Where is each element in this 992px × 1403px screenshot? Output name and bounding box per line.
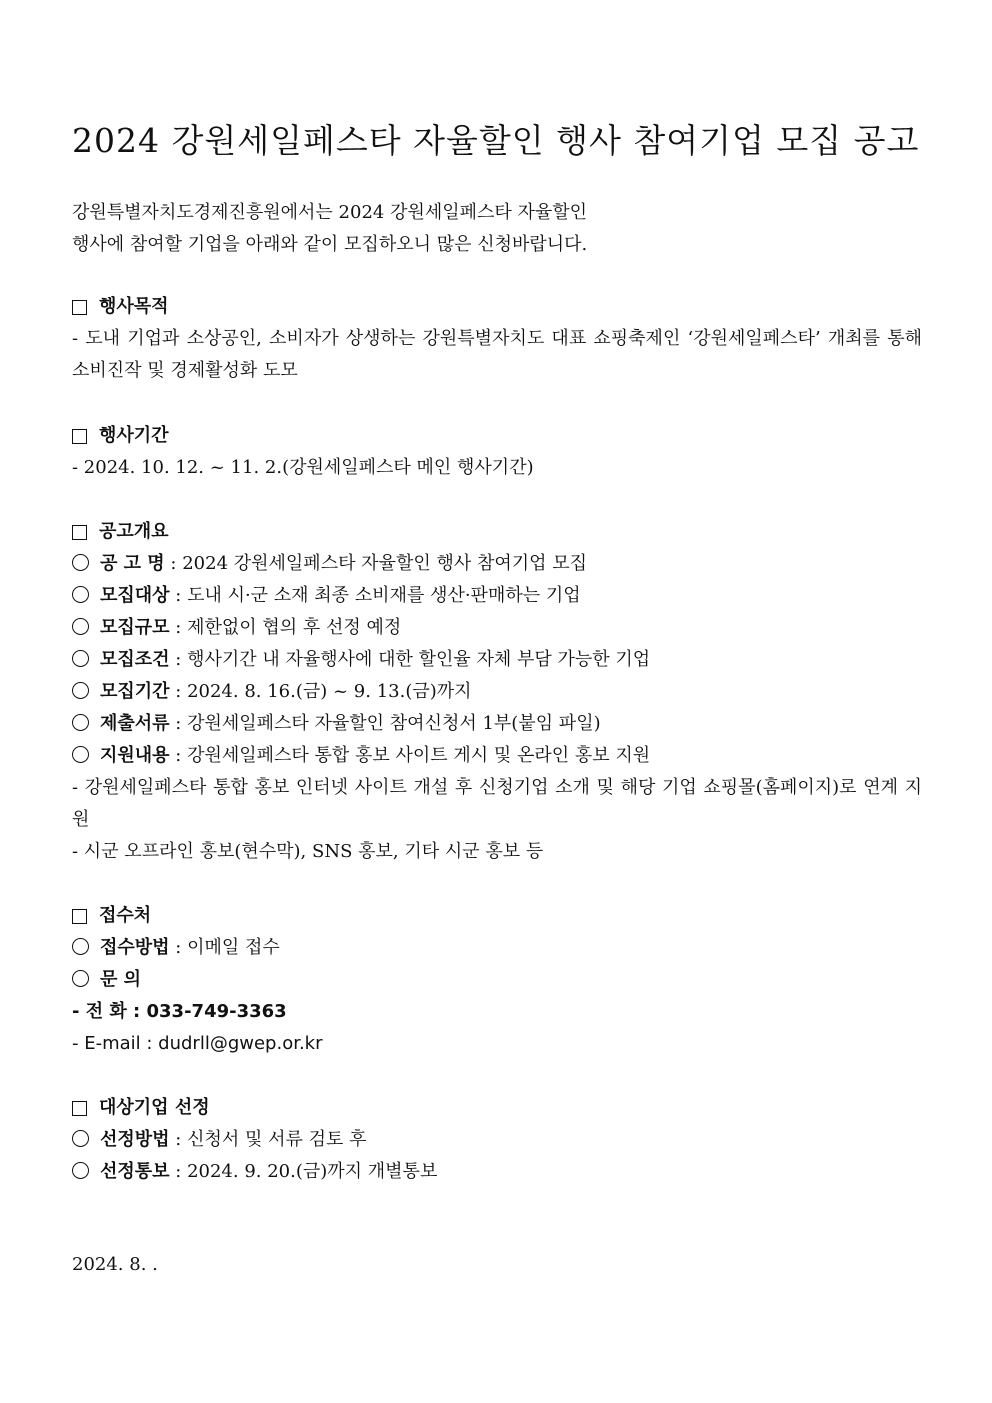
item-value: 강원세일페스타 통합 홍보 사이트 게시 및 온라인 홍보 지원 (187, 745, 651, 766)
overview-item: 지원내용 : 강원세일페스타 통합 홍보 사이트 게시 및 온라인 홍보 지원 (72, 740, 922, 772)
overview-item: 모집기간 : 2024. 8. 16.(금) ~ 9. 13.(금)까지 (72, 676, 922, 708)
section-heading (72, 900, 922, 932)
intro-line-2: 행사에 참여할 기업을 아래와 같이 모집하오니 많은 신청바랍니다. (72, 234, 588, 255)
overview-item: 모집조건 : 행사기간 내 자율행사에 대한 할인율 자체 부담 가능한 기업 (72, 644, 922, 676)
circle-bullet-icon (72, 938, 89, 955)
circle-bullet-icon (72, 746, 89, 763)
item-key: 모집대상 (100, 585, 170, 606)
intro-paragraph (72, 197, 587, 261)
item-value: 2024. 8. 16.(금) ~ 9. 13.(금)까지 (187, 681, 472, 702)
item-key: 모집기간 (100, 681, 170, 702)
section-period (72, 420, 922, 484)
circle-bullet-icon (72, 618, 89, 635)
section-heading-label: 접수처 (99, 905, 152, 926)
checkbox-square-icon (72, 300, 87, 315)
circle-bullet-icon (72, 970, 89, 987)
section-overview (72, 516, 922, 868)
circle-bullet-icon (72, 586, 89, 603)
circle-bullet-icon (72, 714, 89, 731)
item-value: 도내 시·군 소재 최종 소비재를 생산·판매하는 기업 (187, 585, 581, 606)
item-key: 모집규모 (100, 617, 170, 638)
reception-method: 접수방법 : 이메일 접수 (72, 932, 922, 964)
item-value: 행사기간 내 자율행사에 대한 할인율 자체 부담 가능한 기업 (187, 649, 651, 670)
item-key: 문 의 (100, 969, 142, 990)
item-value: 2024. 9. 20.(금)까지 개별통보 (187, 1161, 438, 1182)
circle-bullet-icon (72, 554, 89, 571)
section-selection (72, 1092, 922, 1188)
item-value: 이메일 접수 (187, 937, 280, 958)
item-key: 제출서류 (100, 713, 170, 734)
section-heading (72, 516, 922, 548)
circle-bullet-icon (72, 1162, 89, 1179)
section-heading (72, 420, 922, 452)
item-value: 신청서 및 서류 검토 후 (187, 1129, 367, 1150)
period-text: - 2024. 10. 12. ~ 11. 2.(강원세일페스타 메인 행사기간) (72, 457, 534, 478)
page-title: 2024 강원세일페스타 자율할인 행사 참여기업 모집 공고 (72, 121, 920, 160)
support-detail-2: - 시군 오프라인 홍보(현수막), SNS 홍보, 기타 시군 홍보 등 (72, 841, 544, 862)
item-key: 공 고 명 (100, 553, 165, 574)
item-key: 선정통보 (100, 1161, 170, 1182)
section-heading-label: 공고개요 (99, 521, 169, 542)
checkbox-square-icon (72, 429, 87, 444)
section-heading (72, 291, 922, 323)
overview-item: 모집규모 : 제한없이 협의 후 선정 예정 (72, 612, 922, 644)
checkbox-square-icon (72, 909, 87, 924)
checkbox-square-icon (72, 525, 87, 540)
item-key: 접수방법 (100, 937, 170, 958)
circle-bullet-icon (72, 682, 89, 699)
section-heading-label: 행사목적 (99, 296, 169, 317)
section-purpose (72, 291, 922, 387)
section-heading-label: 행사기간 (99, 425, 169, 446)
reception-inquiry (72, 964, 922, 996)
document-date: 2024. 8. . (72, 1254, 158, 1275)
item-value: 제한없이 협의 후 선정 예정 (187, 617, 402, 638)
item-key: 선정방법 (100, 1129, 170, 1150)
section-heading-label: 대상기업 선정 (99, 1097, 210, 1118)
item-value: 강원세일페스타 자율할인 참여신청서 1부(붙임 파일) (187, 713, 601, 734)
selection-item: 선정방법 : 신청서 및 서류 검토 후 (72, 1124, 922, 1156)
circle-bullet-icon (72, 650, 89, 667)
support-detail-1: - 강원세일페스타 통합 홍보 인터넷 사이트 개설 후 신청기업 소개 및 해당 기업 쇼핑몰(홈페이지)로 연계 지원 (72, 777, 922, 830)
checkbox-square-icon (72, 1101, 87, 1116)
contact-phone: - 전 화 : 033-749-3363 (72, 1001, 287, 1022)
section-heading (72, 1092, 922, 1124)
overview-item: 모집대상 : 도내 시·군 소재 최종 소비재를 생산·판매하는 기업 (72, 580, 922, 612)
section-reception (72, 900, 922, 1060)
intro-line-1: 강원특별자치도경제진흥원에서는 2024 강원세일페스타 자율할인 (72, 202, 588, 223)
item-key: 지원내용 (100, 745, 170, 766)
item-key: 모집조건 (100, 649, 170, 670)
purpose-text: - 도내 기업과 소상공인, 소비자가 상생하는 강원특별자치도 대표 쇼핑축제인 ‘강원세일페스타’ 개최를 통해 소비진작 및 경제활성화 도모 (72, 328, 922, 381)
contact-email[interactable]: - E-mail : dudrll@gwep.or.kr (72, 1033, 323, 1054)
item-value: 2024 강원세일페스타 자율할인 행사 참여기업 모집 (182, 553, 588, 574)
circle-bullet-icon (72, 1130, 89, 1147)
overview-item: 제출서류 : 강원세일페스타 자율할인 참여신청서 1부(붙임 파일) (72, 708, 922, 740)
overview-item: 공 고 명 : 2024 강원세일페스타 자율할인 행사 참여기업 모집 (72, 548, 922, 580)
selection-item: 선정통보 : 2024. 9. 20.(금)까지 개별통보 (72, 1156, 922, 1188)
